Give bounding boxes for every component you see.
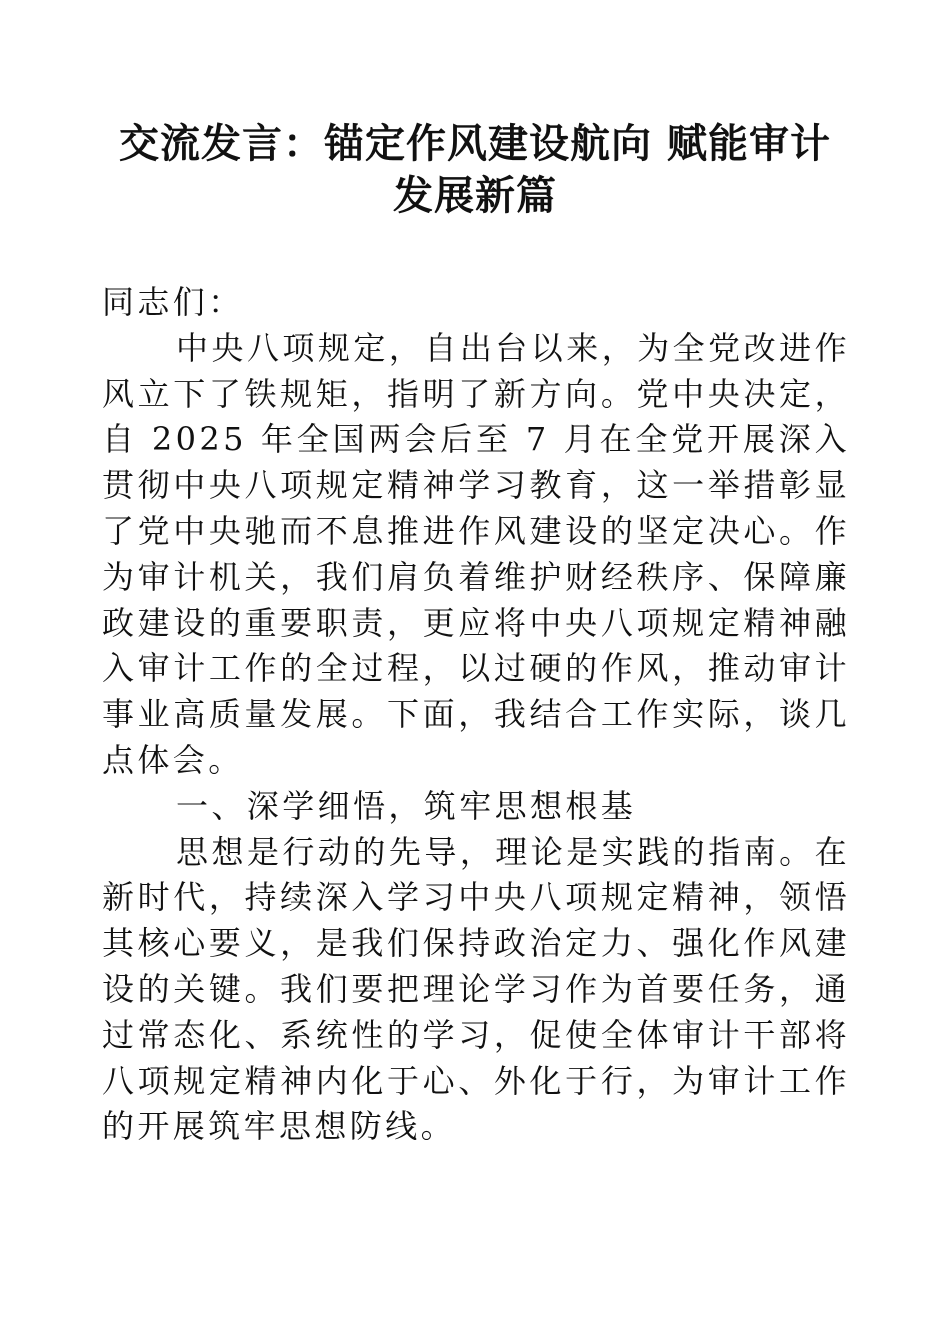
salutation: 同志们： <box>102 283 244 321</box>
document-body <box>102 280 850 1150</box>
intro-paragraph: 中央八项规定，自出台以来，为全党改进作风立下了铁规矩，指明了新方向。党中央决定，自 2025 年全国两会后至 7 月在全党开展深入贯彻中央八项规定精神学习教育，这一举措彰显了党中央驰而不息推进作风建设的坚定决心。作为审计机关，我们肩负着维护财经秩序、保障廉政建设的重要职责，更应将中央八项规定精神融入审计工作的全过程，以过硬的作风，推动审计事业高质量发展。下面，我结合工作实际，谈几点体会。 <box>102 328 850 779</box>
section-1-heading: 一、深学细悟，筑牢思想根基 <box>176 786 637 825</box>
section-1-paragraph: 思想是行动的先导，理论是实践的指南。在新时代，持续深入学习中央八项规定精神，领悟其核心要义，是我们保持政治定力、强化作风建设的关键。我们要把理论学习作为首要任务，通过常态化、系统性的学习，促使全体审计干部将八项规定精神内化于心、外化于行，为审计工作的开展筑牢思想防线。 <box>102 832 850 1146</box>
document-title-line-1: 交流发言：锚定作风建设航向 赋能审计 <box>119 120 831 167</box>
document-title-line-2: 发展新篇 <box>393 172 557 219</box>
document-title <box>100 118 850 222</box>
